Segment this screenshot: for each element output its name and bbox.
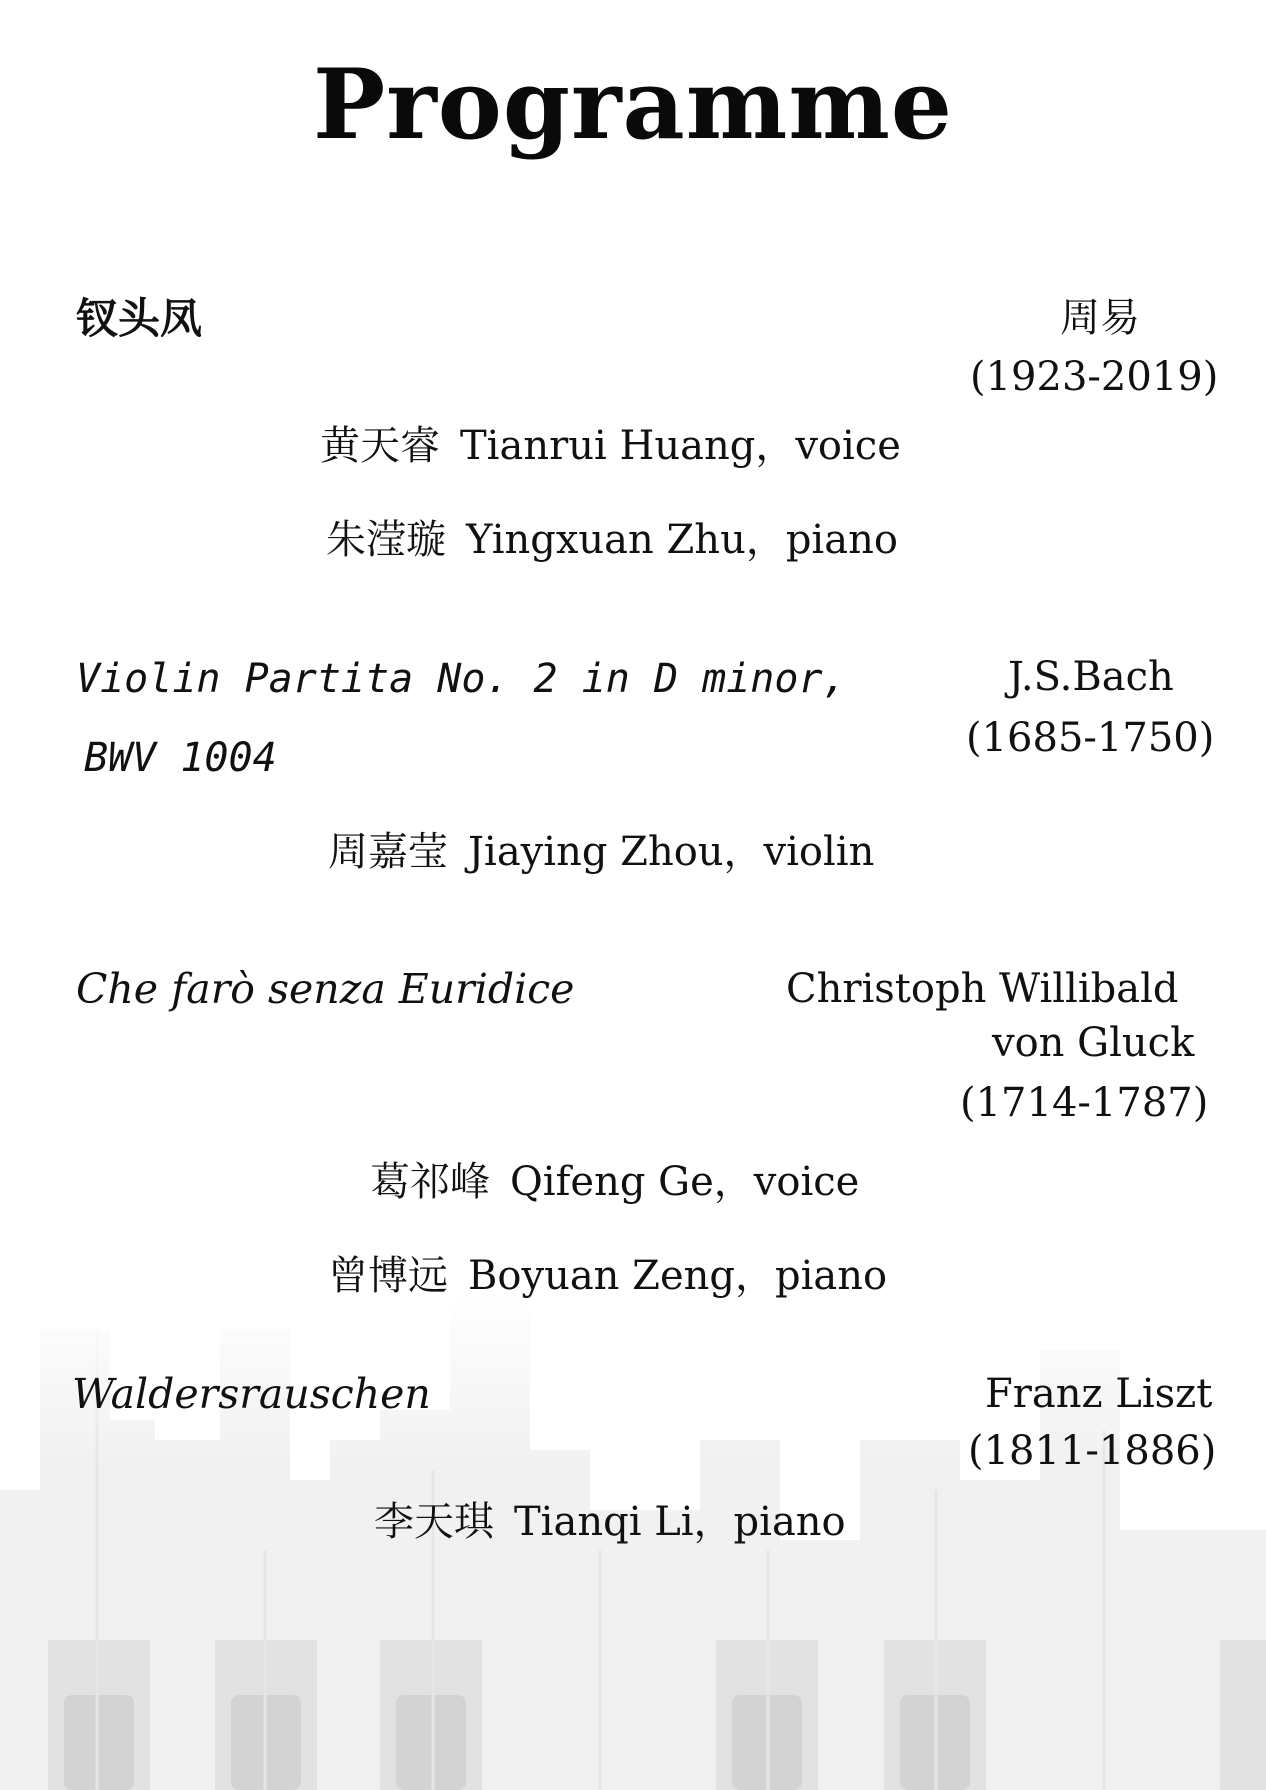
piece-3-composer-years: (1714-1787): [960, 1080, 1209, 1126]
piece-4-title: Waldersrauschen: [72, 1370, 431, 1418]
piece-2-title-line-2: BWV 1004: [84, 735, 277, 781]
piece-3-performer-2: [328, 1244, 887, 1301]
piece-2-composer-years: (1685-1750): [966, 715, 1215, 761]
piece-1-title: 钗头凤: [76, 294, 203, 343]
piece-4-performer-1: [374, 1490, 846, 1547]
piece-1-performer-2: [326, 508, 898, 565]
piece-1-performer-1: [320, 414, 901, 471]
piece-3-title: Che farò senza Euridice: [76, 965, 575, 1013]
piece-2-performer-1: [328, 820, 874, 877]
piece-1-composer-name: 周易: [1060, 295, 1140, 341]
piece-1-composer-years: (1923-2019): [970, 354, 1219, 400]
performer-en-name: Jiaying Zhou，violin: [468, 829, 875, 875]
piece-3-performer-1: [370, 1150, 859, 1207]
piece-3-composer-line-2: von Gluck: [992, 1020, 1195, 1066]
performer-cn-name: 朱滢璇: [326, 517, 446, 563]
page-title: Programme: [313, 48, 953, 161]
performer-cn-name: 黄天睿: [320, 423, 440, 469]
piece-3-composer-line-1: Christoph Willibald: [786, 966, 1179, 1012]
piece-2-composer-name: J.S.Bach: [1008, 654, 1174, 700]
performer-en-name: Tianrui Huang，voice: [460, 423, 901, 469]
performer-en-name: Boyuan Zeng，piano: [468, 1253, 888, 1299]
performer-en-name: Yingxuan Zhu，piano: [466, 517, 898, 563]
piece-2-title-line-1: Violin Partita No. 2 in D minor,: [76, 656, 847, 702]
performer-cn-name: 曾博远: [328, 1253, 448, 1299]
performer-cn-name: 李天琪: [374, 1499, 494, 1545]
performer-cn-name: 葛祁峰: [370, 1159, 490, 1205]
piece-4-composer-years: (1811-1886): [968, 1428, 1217, 1474]
piece-4-composer-name: Franz Liszt: [985, 1371, 1213, 1417]
performer-en-name: Tianqi Li，piano: [514, 1499, 846, 1545]
performer-cn-name: 周嘉莹: [328, 829, 448, 875]
performer-en-name: Qifeng Ge，voice: [510, 1159, 860, 1205]
